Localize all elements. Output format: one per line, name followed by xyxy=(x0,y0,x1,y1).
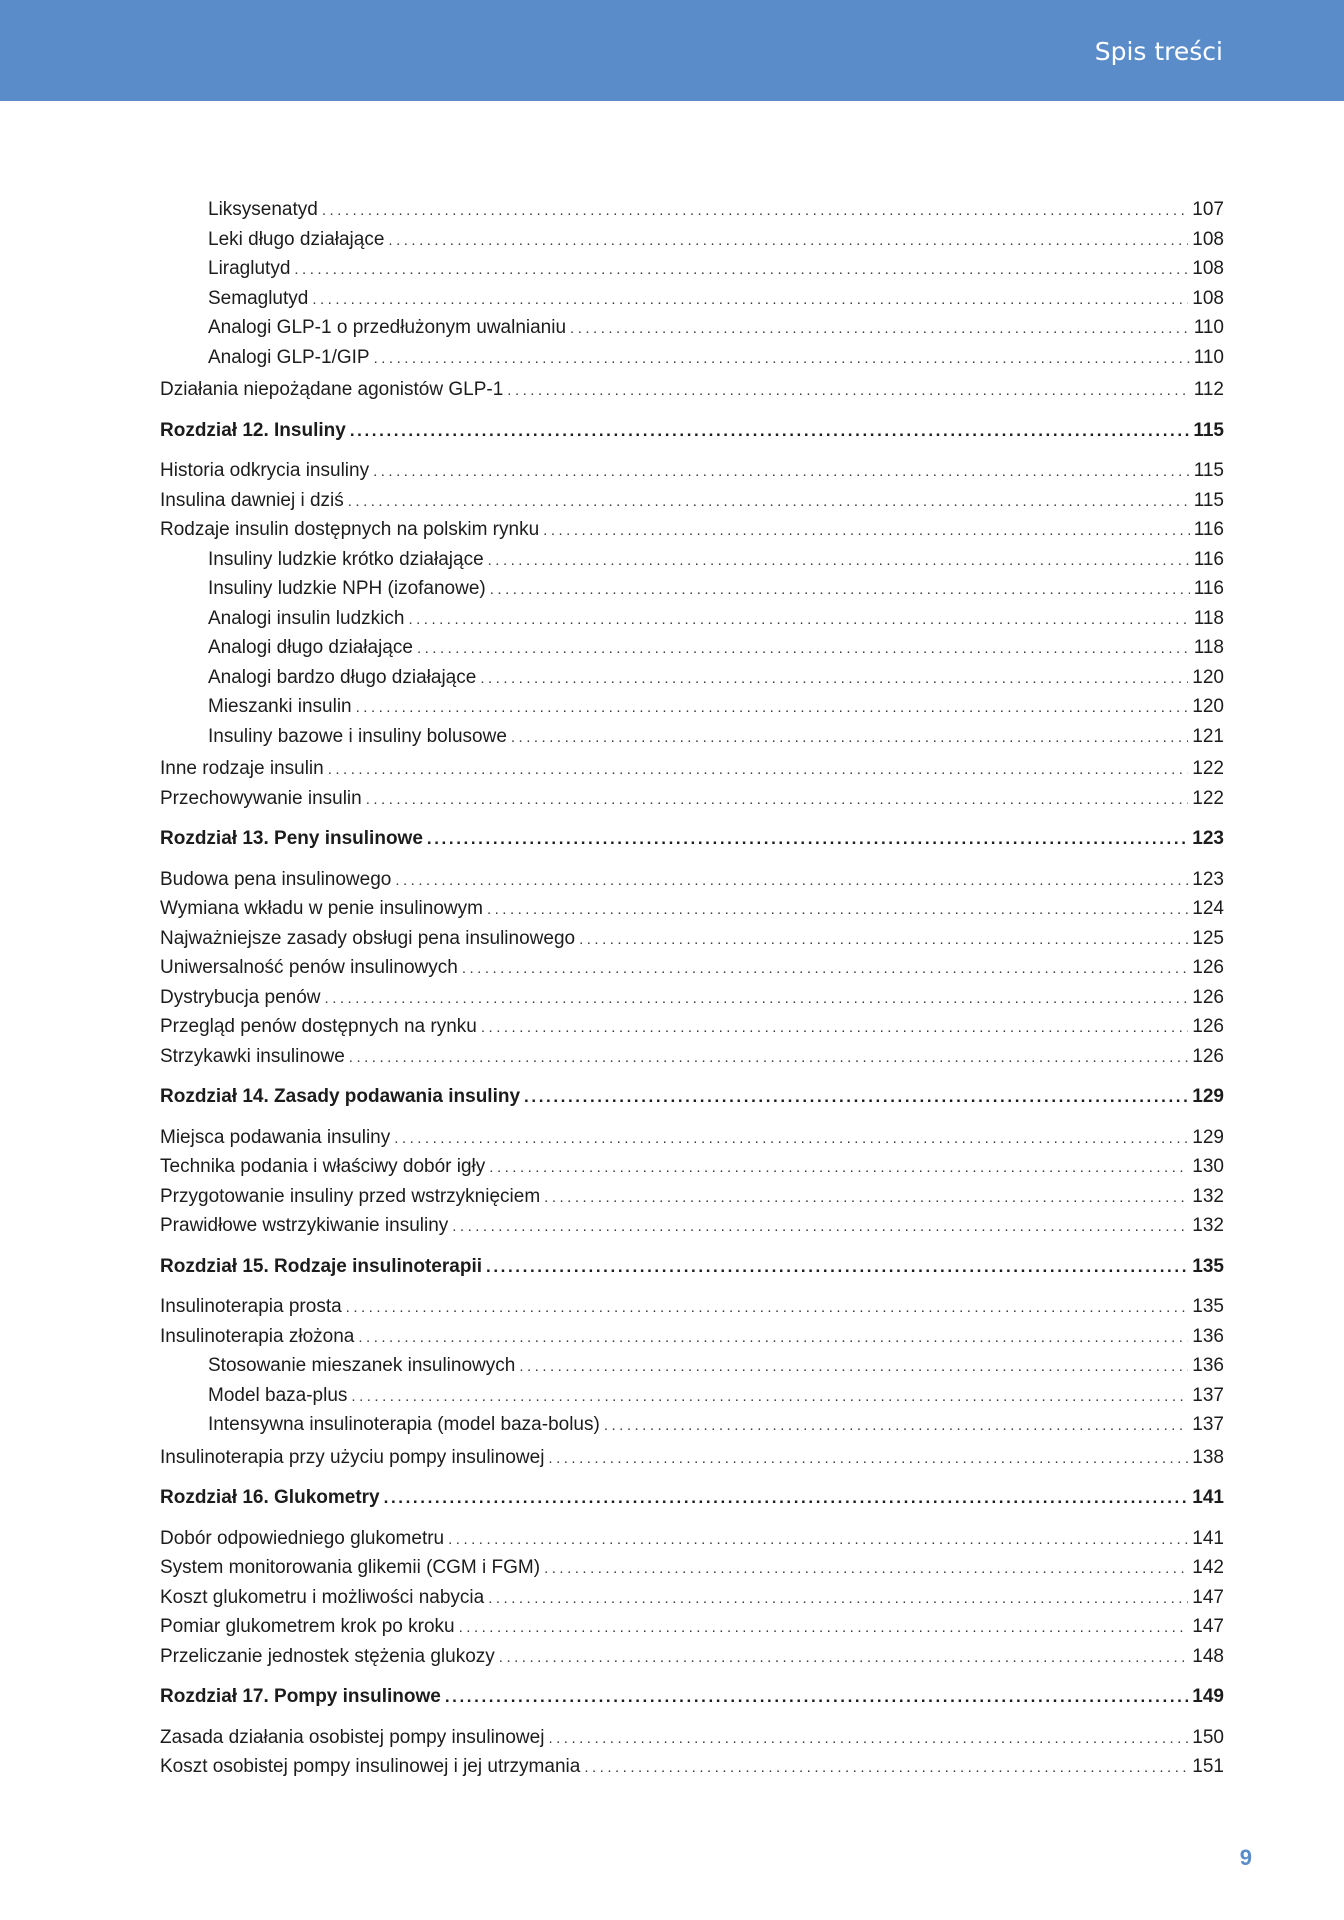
toc-leader-dots xyxy=(348,490,1190,513)
toc-entry[interactable] xyxy=(160,489,1224,512)
toc-leader-dots xyxy=(445,1685,1188,1708)
toc-entry[interactable] xyxy=(160,1586,1224,1609)
toc-entry-title: Insuliny ludzkie krótko działające xyxy=(208,548,484,570)
toc-entry[interactable] xyxy=(160,725,1224,748)
toc-leader-dots xyxy=(519,1355,1188,1378)
toc-page-number: 126 xyxy=(1192,1016,1224,1037)
toc-entry-title: Pomiar glukometrem krok po kroku xyxy=(160,1616,455,1637)
toc-page-number: 110 xyxy=(1193,317,1224,338)
toc-entry-title: Koszt osobistej pompy insulinowej i jej utrzymania xyxy=(160,1756,581,1777)
toc-entry-title: Strzykawki insulinowe xyxy=(160,1045,345,1067)
toc-leader-dots xyxy=(452,1215,1188,1238)
toc-entry[interactable] xyxy=(160,956,1224,979)
toc-page-number: 115 xyxy=(1193,460,1224,481)
toc-leader-dots xyxy=(480,667,1188,690)
toc-entry[interactable] xyxy=(160,1446,1224,1469)
toc-entry-title: Analogi GLP-1 o przedłużonym uwalnianiu xyxy=(208,317,567,338)
toc-entry-title: Insulinoterapia prosta xyxy=(160,1296,342,1317)
toc-page-number: 148 xyxy=(1192,1645,1224,1667)
toc-entry-title: Insulina dawniej i dziś xyxy=(160,489,344,511)
toc-entry[interactable] xyxy=(160,378,1224,401)
toc-entry[interactable] xyxy=(160,1527,1224,1550)
toc-page-number: 129 xyxy=(1192,1126,1224,1148)
toc-entry-title: Intensywna insulinoterapia (model baza-bolus) xyxy=(208,1414,600,1435)
toc-page-number: 126 xyxy=(1192,986,1224,1008)
toc-entry-title: Najważniejsze zasady obsługi pena insulinowego xyxy=(160,927,576,949)
toc-leader-dots xyxy=(488,1587,1188,1610)
toc-entry[interactable] xyxy=(160,695,1224,718)
toc-page-number: 136 xyxy=(1192,1355,1224,1376)
toc-leader-dots xyxy=(373,460,1190,483)
toc-page-number: 108 xyxy=(1192,258,1224,279)
toc-entry-title: Leki długo działające xyxy=(208,228,385,250)
toc-leader-dots xyxy=(570,317,1190,340)
toc-leader-dots xyxy=(489,1156,1188,1179)
toc-leader-dots xyxy=(349,1046,1189,1069)
toc-leader-dots xyxy=(358,1326,1188,1349)
toc-leader-dots xyxy=(427,827,1188,850)
toc-chapter-heading[interactable] xyxy=(160,1255,1224,1278)
toc-entry-title: Analogi GLP-1/GIP xyxy=(208,346,370,368)
toc-entry[interactable] xyxy=(160,577,1224,600)
toc-page-number: 122 xyxy=(1192,787,1224,809)
toc-entry[interactable] xyxy=(160,787,1224,810)
toc-entry-title: Rozdział 15. Rodzaje insulinoterapii xyxy=(160,1255,482,1277)
toc-entry-title: Dobór odpowiedniego glukometru xyxy=(160,1527,445,1549)
toc-entry[interactable] xyxy=(160,1214,1224,1237)
toc-entry[interactable] xyxy=(160,1155,1224,1178)
toc-page-number: 125 xyxy=(1192,927,1224,949)
toc-leader-dots xyxy=(486,1255,1188,1278)
toc-entry[interactable] xyxy=(160,346,1224,369)
toc-leader-dots xyxy=(544,1186,1188,1209)
toc-leader-dots xyxy=(511,726,1188,749)
toc-leader-dots xyxy=(351,1385,1188,1408)
toc-page-number: 116 xyxy=(1193,548,1224,570)
toc-leader-dots xyxy=(481,1016,1188,1039)
toc-page-number: 121 xyxy=(1192,725,1224,747)
toc-leader-dots xyxy=(395,869,1188,892)
toc-entry-title: Koszt glukometru i możliwości nabycia xyxy=(160,1586,485,1608)
toc-leader-dots xyxy=(487,898,1188,921)
toc-entry[interactable] xyxy=(160,1384,1224,1407)
page-number: 9 xyxy=(1239,1845,1252,1870)
toc-entry[interactable] xyxy=(160,1726,1224,1749)
toc-page-number: 135 xyxy=(1192,1255,1224,1277)
toc-leader-dots xyxy=(543,519,1190,542)
toc-entry[interactable] xyxy=(160,868,1224,891)
toc-page-number: 108 xyxy=(1192,228,1224,250)
toc-page-number: 137 xyxy=(1192,1384,1224,1406)
toc-entry-title: Przeliczanie jednostek stężenia glukozy xyxy=(160,1645,495,1667)
toc-page-number: 142 xyxy=(1192,1557,1224,1578)
toc-chapter-heading[interactable] xyxy=(160,1685,1224,1708)
toc-entry-title: Stosowanie mieszanek insulinowych xyxy=(208,1355,516,1376)
toc-entry[interactable] xyxy=(160,1045,1224,1068)
toc-entry-title: Rozdział 16. Glukometry xyxy=(160,1487,380,1508)
toc-leader-dots xyxy=(388,229,1188,252)
toc-leader-dots xyxy=(408,608,1189,631)
toc-entry[interactable] xyxy=(160,986,1224,1009)
toc-leader-dots xyxy=(350,419,1190,442)
toc-entry[interactable] xyxy=(160,757,1224,780)
toc-entry[interactable] xyxy=(160,1015,1224,1038)
toc-page-number: 110 xyxy=(1193,346,1224,368)
toc-entry-title: Rozdział 13. Peny insulinowe xyxy=(160,828,423,849)
toc-page-number: 137 xyxy=(1192,1414,1224,1435)
toc-leader-dots xyxy=(328,758,1189,781)
toc-leader-dots xyxy=(462,957,1188,980)
toc-leader-dots xyxy=(384,1486,1189,1509)
toc-page-number: 116 xyxy=(1193,578,1224,599)
toc-page-number: 138 xyxy=(1192,1446,1224,1468)
toc-entry[interactable] xyxy=(160,1325,1224,1348)
header-bar xyxy=(0,0,1344,101)
toc-entry[interactable] xyxy=(160,1185,1224,1208)
toc-leader-dots xyxy=(544,1557,1188,1580)
toc-entry[interactable] xyxy=(160,666,1224,689)
toc-page-number: 147 xyxy=(1192,1616,1224,1637)
toc-entry-title: Budowa pena insulinowego xyxy=(160,868,392,890)
toc-page-number: 124 xyxy=(1192,898,1224,919)
toc-page-number: 120 xyxy=(1192,666,1224,688)
toc-chapter-heading[interactable] xyxy=(160,419,1224,442)
toc-entry[interactable] xyxy=(160,897,1224,920)
toc-entry-title: Rozdział 12. Insuliny xyxy=(160,419,346,441)
toc-entry[interactable] xyxy=(160,518,1224,541)
toc-entry-title: Zasada działania osobistej pompy insulinowej xyxy=(160,1726,545,1748)
toc-entry[interactable] xyxy=(160,636,1224,659)
toc-page-number: 108 xyxy=(1192,287,1224,309)
toc-entry-title: Insulinoterapia złożona xyxy=(160,1325,355,1347)
toc-entry[interactable] xyxy=(160,1615,1224,1638)
toc-leader-dots xyxy=(604,1414,1188,1437)
toc-entry-title: Działania niepożądane agonistów GLP-1 xyxy=(160,379,504,400)
toc-leader-dots xyxy=(584,1756,1188,1779)
toc-entry-title: Analogi insulin ludzkich xyxy=(208,607,405,629)
toc-page-number: 149 xyxy=(1192,1686,1224,1707)
toc-entry-title: Wymiana wkładu w penie insulinowym xyxy=(160,898,483,919)
toc-entry-title: System monitorowania glikemii (CGM i FGM) xyxy=(160,1557,541,1578)
toc-entry-title: Analogi długo działające xyxy=(208,637,413,658)
toc-leader-dots xyxy=(579,928,1188,951)
toc-page-number: 115 xyxy=(1193,419,1224,441)
toc-entry-title: Przechowywanie insulin xyxy=(160,787,362,809)
toc-page-number: 123 xyxy=(1192,828,1224,849)
toc-leader-dots xyxy=(374,347,1190,370)
toc-entry[interactable] xyxy=(160,1645,1224,1668)
toc-entry-title: Analogi bardzo długo działające xyxy=(208,666,477,688)
toc-page-number: 116 xyxy=(1193,519,1224,540)
toc-leader-dots xyxy=(366,788,1189,811)
toc-page-number: 141 xyxy=(1192,1487,1224,1508)
toc-entry-title: Historia odkrycia insuliny xyxy=(160,460,370,481)
toc-page-number: 147 xyxy=(1192,1586,1224,1608)
toc-page-number: 118 xyxy=(1193,637,1224,658)
toc-entry[interactable] xyxy=(160,257,1224,280)
toc-page-number: 130 xyxy=(1192,1156,1224,1177)
toc-entry[interactable] xyxy=(160,1295,1224,1318)
toc-entry-title: Technika podania i właściwy dobór igły xyxy=(160,1156,486,1177)
toc-entry-title: Insulinoterapia przy użyciu pompy insulinowej xyxy=(160,1446,545,1468)
toc-entry-title: Prawidłowe wstrzykiwanie insuliny xyxy=(160,1215,449,1236)
toc-entry-title: Uniwersalność penów insulinowych xyxy=(160,957,458,978)
toc-page-number: 115 xyxy=(1193,489,1224,511)
toc-leader-dots xyxy=(507,379,1189,402)
toc-entry-title: Rozdział 14. Zasady podawania insuliny xyxy=(160,1086,521,1107)
toc-chapter-heading[interactable] xyxy=(160,1486,1224,1509)
toc-page-number: 118 xyxy=(1193,607,1224,629)
toc-entry-title: Insuliny ludzkie NPH (izofanowe) xyxy=(208,578,486,599)
toc-entry[interactable] xyxy=(160,548,1224,571)
toc-leader-dots xyxy=(548,1727,1188,1750)
toc-leader-dots xyxy=(490,578,1190,601)
toc-page-number: 123 xyxy=(1192,868,1224,890)
toc-entry-title: Liraglutyd xyxy=(208,258,291,279)
toc-leader-dots xyxy=(346,1296,1189,1319)
toc-page-number: 107 xyxy=(1192,199,1224,220)
toc-leader-dots xyxy=(322,199,1188,222)
toc-page-number: 122 xyxy=(1192,758,1224,779)
toc-page-number: 112 xyxy=(1193,379,1224,400)
toc-entry[interactable] xyxy=(160,198,1224,221)
toc-page-number: 151 xyxy=(1192,1756,1224,1777)
toc-leader-dots xyxy=(548,1447,1188,1470)
toc-leader-dots xyxy=(312,288,1188,311)
toc-entry-title: Semaglutyd xyxy=(208,287,309,309)
toc-entry[interactable] xyxy=(160,1556,1224,1579)
toc-entry-title: Przygotowanie insuliny przed wstrzyknięciem xyxy=(160,1185,541,1207)
toc-leader-dots xyxy=(294,258,1188,281)
toc-leader-dots xyxy=(394,1127,1188,1150)
toc-entry[interactable] xyxy=(160,287,1224,310)
toc-entry-title: Mieszanki insulin xyxy=(208,696,352,717)
toc-leader-dots xyxy=(325,987,1189,1010)
toc-page-number: 150 xyxy=(1192,1726,1224,1748)
toc-entry-title: Rozdział 17. Pompy insulinowe xyxy=(160,1686,441,1707)
toc-entry[interactable] xyxy=(160,1126,1224,1149)
toc-page-number: 126 xyxy=(1192,1045,1224,1067)
toc-entry[interactable] xyxy=(160,459,1224,482)
toc-page-number: 132 xyxy=(1192,1215,1224,1236)
toc-entry-title: Model baza-plus xyxy=(208,1384,348,1406)
toc-entry-title: Miejsca podawania insuliny xyxy=(160,1126,391,1148)
toc-entry[interactable] xyxy=(160,1755,1224,1778)
toc-page-number: 135 xyxy=(1192,1296,1224,1317)
toc-entry-title: Dystrybucja penów xyxy=(160,986,321,1008)
toc-leader-dots xyxy=(417,637,1190,660)
toc-entry-title: Rodzaje insulin dostępnych na polskim rynku xyxy=(160,519,540,540)
toc-entry[interactable] xyxy=(160,228,1224,251)
toc-page-number: 141 xyxy=(1192,1527,1224,1549)
toc-entry-title: Liksysenatyd xyxy=(208,199,318,220)
toc-entry[interactable] xyxy=(160,927,1224,950)
toc-leader-dots xyxy=(488,549,1190,572)
toc-leader-dots xyxy=(499,1646,1189,1669)
toc-leader-dots xyxy=(459,1616,1189,1639)
toc-entry[interactable] xyxy=(160,607,1224,630)
toc-page-number: 120 xyxy=(1192,696,1224,717)
toc-leader-dots xyxy=(524,1085,1188,1108)
toc-leader-dots xyxy=(356,696,1189,719)
toc-entry-title: Inne rodzaje insulin xyxy=(160,758,324,779)
toc-entry[interactable] xyxy=(160,1413,1224,1436)
section-title: Spis treści xyxy=(1094,37,1223,66)
toc-entry[interactable] xyxy=(160,1354,1224,1377)
toc-page-number: 129 xyxy=(1192,1086,1224,1107)
toc-entry-title: Insuliny bazowe i insuliny bolusowe xyxy=(208,725,507,747)
toc-page-number: 126 xyxy=(1192,957,1224,978)
toc-entry-title: Przegląd penów dostępnych na rynku xyxy=(160,1016,477,1037)
toc-page-number: 136 xyxy=(1192,1325,1224,1347)
toc-leader-dots xyxy=(448,1528,1188,1551)
toc-chapter-heading[interactable] xyxy=(160,1085,1224,1108)
toc-page-number: 132 xyxy=(1192,1185,1224,1207)
toc-chapter-heading[interactable] xyxy=(160,827,1224,850)
toc-entry[interactable] xyxy=(160,316,1224,339)
